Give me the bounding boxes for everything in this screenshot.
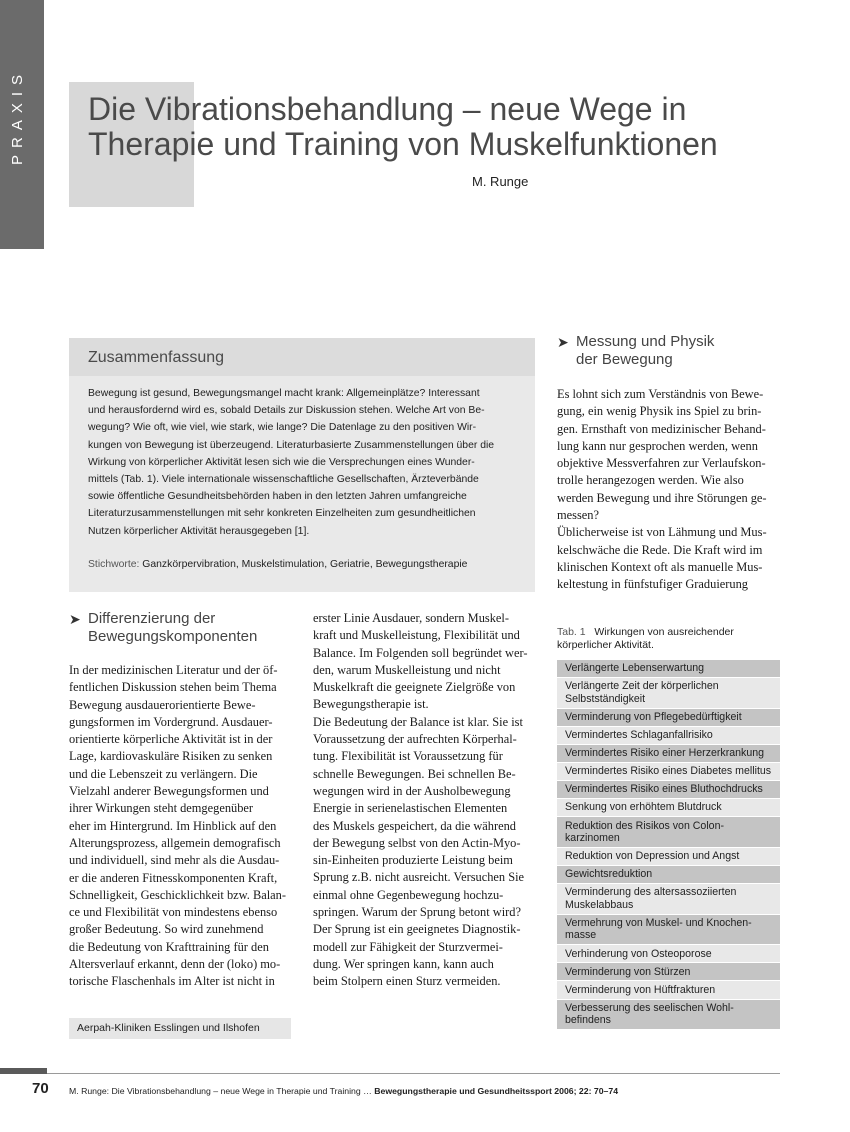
table-caption-line: Wirkungen von ausreichender xyxy=(594,626,734,638)
text-line: Lage, kardiovaskuläre Risiken zu senken xyxy=(69,749,273,764)
text-line: kraft und Muskelleistung, Flexibilität und xyxy=(313,628,520,643)
summary-line: Literaturzusammenstellungen mit sehr konkreten Einzelheiten zum gesundheitlichen xyxy=(88,508,476,520)
table-caption xyxy=(557,626,779,652)
section-heading-line: der Bewegung xyxy=(576,351,673,368)
text-line: gungsformen im Vordergrund. Ausdauer- xyxy=(69,714,273,729)
keywords-label: Stichworte: xyxy=(88,559,140,570)
keywords xyxy=(88,559,518,570)
table-row: Vermindertes Risiko eines Bluthochdrucks xyxy=(557,781,780,798)
summary-line: Wirkung von körperlicher Aktivität lesen sich wie die Versprechungen eines Wunder- xyxy=(88,456,475,468)
text-line: gung, ein wenig Physik ins Spiel zu brin- xyxy=(557,404,762,419)
text-line: eher im Hintergrund. Im Hinblick auf den xyxy=(69,818,277,833)
text-line: Üblicherweise ist von Lähmung und Mus- xyxy=(557,525,767,540)
text-line: Es lohnt sich zum Verständnis von Bewe- xyxy=(557,387,764,401)
arrow-right-icon: ➤ xyxy=(557,334,569,350)
section-text-differenzierung xyxy=(69,662,291,991)
text-line: einmal ohne Gegenbewegung hochzu- xyxy=(313,887,504,902)
text-line: Vielzahl anderer Bewegungsformen und xyxy=(69,784,269,799)
footer-rule xyxy=(47,1073,780,1074)
summary-line: kungen von Bewegung ist überzeugend. Literaturbasierte Zusammenstellungen über die xyxy=(88,439,495,451)
summary-line: sowie öffentliche Gesundheitsbehörden haben in den letzten Jahren umfangreiche xyxy=(88,491,467,503)
text-line: tung. Flexibilität ist Voraussetzung für xyxy=(313,749,503,764)
table-row: Senkung von erhöhtem Blutdruck xyxy=(557,799,780,816)
summary-heading: Zusammenfassung xyxy=(88,349,225,366)
section-sidebar xyxy=(0,0,44,249)
table-row: Verminderung des altersassoziierten Muskelabbaus xyxy=(557,884,780,914)
text-line: beim Stolpern einen Sturz vermeiden. xyxy=(313,974,501,989)
summary-line: und herausfordernd wird es, sobald Details zur Diskussion stehen. Welche Art von Be- xyxy=(88,405,485,417)
table-label: Tab. 1 xyxy=(557,626,586,638)
text-line: der Bewegung selbst von den Actin-Myo- xyxy=(313,835,521,850)
text-line: messen? xyxy=(557,508,599,523)
title-line-2: Therapie und Training von Muskelfunktionen xyxy=(88,126,718,162)
text-line: großer Bedeutung. So wird zunehmend xyxy=(69,922,264,937)
text-line: Balance. Im Folgenden soll begründet wer- xyxy=(313,645,528,660)
section-label: PRAXIS xyxy=(9,67,26,165)
text-line: Bewegungstherapie ist. xyxy=(313,697,429,712)
table-row: Vermindertes Schlaganfallrisiko xyxy=(557,727,780,744)
title-line-1: Die Vibrationsbehandlung – neue Wege in xyxy=(88,91,687,127)
text-line: den, warum Muskelleistung und nicht xyxy=(313,662,501,677)
text-line: modell zur Fähigkeit der Sturzvermei- xyxy=(313,939,503,954)
table-row: Verhinderung von Osteoporose xyxy=(557,945,780,962)
page-number: 70 xyxy=(32,1080,49,1097)
text-line: er die anderen Fitnesskomponenten Kraft, xyxy=(69,870,278,885)
section-heading-line: Messung und Physik xyxy=(576,333,715,350)
affiliation xyxy=(69,1018,291,1039)
text-line: Alterungsprozess, allgemein demografisch xyxy=(69,835,281,850)
text-line: und individuell, sind mehr als die Ausdau- xyxy=(69,853,280,868)
footer-citation xyxy=(69,1086,618,1096)
section-text-messung xyxy=(557,386,780,594)
table-row: Reduktion des Risikos von Colon-karzinomen xyxy=(557,817,780,847)
text-line: erster Linie Ausdauer, sondern Muskel- xyxy=(313,611,509,625)
arrow-right-icon: ➤ xyxy=(69,611,81,627)
summary-text xyxy=(88,385,516,540)
text-line: ce und Flexibilität von mindestens ebenso xyxy=(69,905,278,920)
article-title xyxy=(88,92,808,162)
footer-accent-bar xyxy=(0,1068,47,1074)
summary-box xyxy=(69,338,535,592)
table-row: Reduktion von Depression und Angst xyxy=(557,848,780,865)
table-row: Vermehrung von Muskel- und Knochen-masse xyxy=(557,915,780,945)
text-line: kelschwäche die Rede. Die Kraft wird im xyxy=(557,542,763,557)
table-row: Verminderung von Hüftfrakturen xyxy=(557,981,780,998)
text-line: springen. Warum der Sprung betont wird? xyxy=(313,905,521,920)
section-heading-line: Bewegungskomponenten xyxy=(88,628,258,645)
text-line: klinischen Kontext oft als manuelle Mus- xyxy=(557,559,763,574)
text-line: wegungen wird in der Ausholbewegung xyxy=(313,783,511,798)
summary-line: mittels (Tab. 1). Viele internationale wissenschaftliche Gesellschaften, Ärzteverbände xyxy=(88,474,479,486)
text-line: Altersverlauf erkannt, denn der (loko) mo- xyxy=(69,957,281,972)
text-line: des Muskels gespeichert, da die während xyxy=(313,818,517,833)
section-heading-messung xyxy=(557,333,787,369)
text-line: sin-Einheiten produzierte Leistung beim xyxy=(313,853,513,868)
table-row: Verlängerte Zeit der körperlichen Selbstständigkeit xyxy=(557,678,780,708)
text-line: werden Bewegung und ihre Störungen ge- xyxy=(557,490,767,505)
summary-line: wegung? Wie oft, wie viel, wie stark, wie lange? Die Datenlage zu den positiven Wir- xyxy=(88,422,477,434)
table-row: Verminderung von Pflegebedürftigkeit xyxy=(557,709,780,726)
summary-header xyxy=(69,338,535,376)
footer-citation-text: M. Runge: Die Vibrationsbehandlung – neue Wege in Therapie und Training … xyxy=(69,1086,375,1096)
table-row: Vermindertes Risiko eines Diabetes mellitus xyxy=(557,763,780,780)
text-line: Die Bedeutung der Balance ist klar. Sie ist xyxy=(313,714,523,729)
summary-line: Bewegung ist gesund, Bewegungsmangel macht krank: Allgemeinplätze? Interessant xyxy=(88,388,480,399)
table-caption-line: körperlicher Aktivität. xyxy=(557,639,654,651)
text-line: Energie in serienelastischen Elementen xyxy=(313,801,508,816)
text-line: Der Sprung ist ein geeignetes Diagnostik- xyxy=(313,922,521,937)
text-line: und die Lebenszeit zu verlängern. Die xyxy=(69,766,258,781)
text-line: trolle herangezogen werden. Wie also xyxy=(557,473,744,488)
text-line: dung. Wer springen kann, kann auch xyxy=(313,956,494,971)
table-row: Verbesserung des seelischen Wohl-befindens xyxy=(557,1000,780,1030)
text-line: keltestung in fünfstufiger Graduierung xyxy=(557,577,748,592)
text-line: Voraussetzung der aufrechten Körperhal- xyxy=(313,732,517,747)
author: M. Runge xyxy=(472,174,529,189)
section-heading-differenzierung xyxy=(69,610,299,646)
text-line: objektive Messverfahren zur Verlaufskon- xyxy=(557,456,766,471)
table-row: Gewichtsreduktion xyxy=(557,866,780,883)
section-heading-line: Differenzierung der xyxy=(88,610,216,627)
text-line: Muskelkraft die geeignete Zielgröße von xyxy=(313,680,516,695)
text-line: schnelle Bewegungen. Bei schnellen Be- xyxy=(313,766,516,781)
text-line: orientierte körperliche Aktivität ist in der xyxy=(69,732,273,747)
text-line: fentlichen Diskussion stehen beim Thema xyxy=(69,680,277,695)
column-2-text xyxy=(313,610,536,991)
effects-table xyxy=(557,660,780,1030)
keywords-text: Ganzkörpervibration, Muskelstimulation, Geriatrie, Bewegungstherapie xyxy=(142,559,468,570)
table-row: Vermindertes Risiko einer Herzerkrankung xyxy=(557,745,780,762)
text-line: Sprung z.B. nicht ausreicht. Versuchen Sie xyxy=(313,870,525,885)
table-row: Verlängerte Lebenserwartung xyxy=(557,660,780,677)
text-line: Bewegung ausdauerorientierte Bewe- xyxy=(69,697,256,712)
text-line: gen. Ernsthaft von medizinischer Behand- xyxy=(557,421,766,436)
affiliation-text: Aerpah-Kliniken Esslingen und Ilshofen xyxy=(77,1022,260,1034)
text-line: In der medizinischen Literatur und der öf- xyxy=(69,663,278,677)
text-line: ihrer Wirkungen steht demgegenüber xyxy=(69,801,254,816)
footer-journal: Bewegungstherapie und Gesundheitssport 2006; 22: 70–74 xyxy=(374,1086,619,1096)
text-line: torische Flaschenhals im Alter ist nicht in xyxy=(69,974,275,989)
table-row: Verminderung von Stürzen xyxy=(557,963,780,980)
text-line: die Bedeutung von Krafttraining für den xyxy=(69,939,269,954)
text-line: lung kann nur gesprochen werden, wenn xyxy=(557,438,758,453)
summary-line: Nutzen körperlicher Aktivität herausgegeben [1]. xyxy=(88,525,310,537)
text-line: Schnelligkeit, Geschicklichkeit bzw. Balan- xyxy=(69,887,286,902)
